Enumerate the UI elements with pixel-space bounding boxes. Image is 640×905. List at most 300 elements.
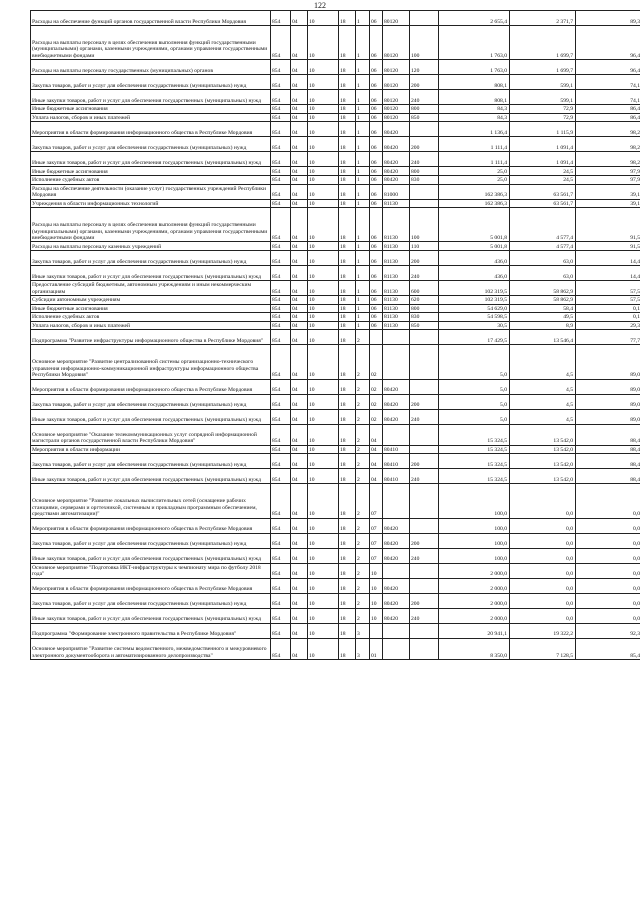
program-code: 18: [339, 199, 356, 208]
item-name: Расходы на выплаты персоналу в целях обеспечения выполнения функций государственными (муниципальными) органами, казенными учреждениями, органами управления государственными внебюджетными фондами: [31, 26, 271, 60]
program-code: 18: [339, 75, 356, 90]
section-code: 04: [291, 265, 308, 280]
expense-type-code: [410, 184, 439, 199]
planned-amount: 5 001,8: [439, 242, 510, 251]
subsection-code: 10: [308, 265, 339, 280]
planned-amount: 54 598,5: [439, 313, 510, 322]
item-name: Уплата налогов, сборов и иных платежей: [31, 321, 271, 330]
item-name: Мероприятия в области формирования информационного общества в Республике Мордовия: [31, 379, 271, 394]
subsection-code: 10: [308, 330, 339, 345]
direction-code: 80420: [383, 578, 410, 593]
event-code: 04: [370, 469, 383, 484]
item-name: Основное мероприятие "Развитие локальных вычислительных сетей (оснащение рабочих станциями, серверами и оргтехникой, системным и прикладным программным обеспечением, средствами автоматизации)": [31, 484, 271, 518]
subprogram-code: 2: [356, 394, 370, 409]
direction-code: 80410: [383, 445, 410, 454]
subsection-code: 10: [308, 175, 339, 184]
table-row: [31, 578, 640, 593]
planned-amount: 808,1: [439, 90, 510, 105]
ministry-code: 854: [271, 75, 291, 90]
ministry-code: 854: [271, 184, 291, 199]
subprogram-code: 1: [356, 321, 370, 330]
section-code: 04: [291, 638, 308, 659]
planned-amount: 84,3: [439, 105, 510, 114]
subprogram-code: 2: [356, 548, 370, 563]
executed-amount: 4 577,4: [510, 242, 576, 251]
subsection-code: 10: [308, 469, 339, 484]
table-row: [31, 295, 640, 304]
execution-percent: 91,5: [576, 208, 640, 242]
subprogram-code: 1: [356, 11, 370, 26]
event-code: 02: [370, 379, 383, 394]
expense-type-code: [410, 122, 439, 137]
executed-amount: 13 542,0: [510, 424, 576, 445]
subsection-code: 10: [308, 484, 339, 518]
direction-code: [383, 345, 410, 379]
item-name: Иные закупки товаров, работ и услуг для обеспечения государственных (муниципальных) нужд: [31, 548, 271, 563]
execution-percent: 92,3: [576, 623, 640, 638]
ministry-code: 854: [271, 321, 291, 330]
section-code: 04: [291, 250, 308, 265]
subsection-code: 10: [308, 379, 339, 394]
ministry-code: 854: [271, 608, 291, 623]
program-code: 18: [339, 394, 356, 409]
subsection-code: 10: [308, 563, 339, 578]
execution-percent: 88,4: [576, 454, 640, 469]
program-code: 18: [339, 250, 356, 265]
section-code: 04: [291, 379, 308, 394]
item-name: Расходы на обеспечение деятельности (оказание услуг) государственных учреждений Республики Мордовия: [31, 184, 271, 199]
executed-amount: 13 542,0: [510, 454, 576, 469]
execution-percent: 57,5: [576, 295, 640, 304]
item-name: Закупка товаров, работ и услуг для обеспечения государственных (муниципальных) нужд: [31, 454, 271, 469]
expense-type-code: 800: [410, 105, 439, 114]
expense-type-code: [410, 445, 439, 454]
executed-amount: 72,9: [510, 105, 576, 114]
direction-code: 80420: [383, 593, 410, 608]
section-code: 04: [291, 563, 308, 578]
subsection-code: 10: [308, 623, 339, 638]
subprogram-code: 2: [356, 379, 370, 394]
event-code: 06: [370, 60, 383, 75]
execution-percent: 57,5: [576, 280, 640, 295]
expense-type-code: [410, 11, 439, 26]
section-code: 04: [291, 548, 308, 563]
section-code: 04: [291, 60, 308, 75]
planned-amount: 15 324,5: [439, 469, 510, 484]
execution-percent: 74,1: [576, 90, 640, 105]
planned-amount: 2 000,0: [439, 578, 510, 593]
table-row: [31, 265, 640, 280]
ministry-code: 854: [271, 638, 291, 659]
execution-percent: 39,1: [576, 199, 640, 208]
ministry-code: 854: [271, 484, 291, 518]
executed-amount: 599,1: [510, 75, 576, 90]
direction-code: 81130: [383, 295, 410, 304]
item-name: Закупка товаров, работ и услуг для обеспечения государственных (муниципальных) нужд: [31, 75, 271, 90]
event-code: 06: [370, 304, 383, 313]
table-row: [31, 90, 640, 105]
section-code: 04: [291, 26, 308, 60]
section-code: 04: [291, 321, 308, 330]
subprogram-code: 1: [356, 199, 370, 208]
table-row: [31, 137, 640, 152]
execution-percent: 85,4: [576, 638, 640, 659]
ministry-code: 854: [271, 208, 291, 242]
execution-percent: 14,4: [576, 250, 640, 265]
execution-percent: 89,0: [576, 394, 640, 409]
planned-amount: 102 319,5: [439, 295, 510, 304]
execution-percent: 98,2: [576, 137, 640, 152]
section-code: 04: [291, 394, 308, 409]
subsection-code: 10: [308, 445, 339, 454]
execution-percent: 98,2: [576, 152, 640, 167]
subsection-code: 10: [308, 548, 339, 563]
ministry-code: 854: [271, 379, 291, 394]
subsection-code: 10: [308, 424, 339, 445]
execution-percent: 0,1: [576, 313, 640, 322]
executed-amount: 13 546,4: [510, 330, 576, 345]
section-code: 04: [291, 454, 308, 469]
executed-amount: 0,0: [510, 578, 576, 593]
event-code: 06: [370, 90, 383, 105]
table-row: [31, 11, 640, 26]
table-row: [31, 608, 640, 623]
subsection-code: 10: [308, 122, 339, 137]
ministry-code: 854: [271, 122, 291, 137]
expense-type-code: 200: [410, 454, 439, 469]
table-row: [31, 250, 640, 265]
direction-code: 80420: [383, 122, 410, 137]
expense-type-code: 200: [410, 533, 439, 548]
event-code: [370, 623, 383, 638]
expense-type-code: [410, 199, 439, 208]
item-name: Закупка товаров, работ и услуг для обеспечения государственных (муниципальных) нужд: [31, 137, 271, 152]
subprogram-code: 1: [356, 167, 370, 176]
table-row: [31, 167, 640, 176]
item-name: Субсидии автономным учреждениям: [31, 295, 271, 304]
expense-type-code: 120: [410, 60, 439, 75]
executed-amount: 4,5: [510, 345, 576, 379]
item-name: Иные бюджетные ассигнования: [31, 304, 271, 313]
subprogram-code: 3: [356, 638, 370, 659]
program-code: 18: [339, 533, 356, 548]
subprogram-code: 1: [356, 280, 370, 295]
program-code: 18: [339, 122, 356, 137]
expense-type-code: [410, 623, 439, 638]
expense-type-code: [410, 563, 439, 578]
execution-percent: 88,4: [576, 469, 640, 484]
subprogram-code: 1: [356, 304, 370, 313]
subsection-code: 10: [308, 113, 339, 122]
event-code: 06: [370, 313, 383, 322]
section-code: 04: [291, 122, 308, 137]
table-row: [31, 304, 640, 313]
budget-table-body: [31, 11, 640, 660]
execution-percent: 88,4: [576, 424, 640, 445]
section-code: 04: [291, 608, 308, 623]
direction-code: 80410: [383, 454, 410, 469]
expense-type-code: 830: [410, 175, 439, 184]
section-code: 04: [291, 593, 308, 608]
subsection-code: 10: [308, 533, 339, 548]
item-name: Подпрограмма "Развитие инфраструктуры информационного общества в Республике Мордовия": [31, 330, 271, 345]
subprogram-code: 1: [356, 26, 370, 60]
expense-type-code: 240: [410, 548, 439, 563]
ministry-code: 854: [271, 90, 291, 105]
section-code: 04: [291, 137, 308, 152]
executed-amount: 63,0: [510, 250, 576, 265]
table-row: [31, 26, 640, 60]
execution-percent: 0,0: [576, 533, 640, 548]
ministry-code: 854: [271, 137, 291, 152]
section-code: 04: [291, 330, 308, 345]
expense-type-code: 240: [410, 409, 439, 424]
table-row: [31, 593, 640, 608]
direction-code: 81130: [383, 208, 410, 242]
subprogram-code: 2: [356, 563, 370, 578]
direction-code: 81130: [383, 280, 410, 295]
expense-type-code: [410, 345, 439, 379]
budget-table: [30, 10, 640, 660]
direction-code: 81130: [383, 250, 410, 265]
direction-code: 80420: [383, 379, 410, 394]
subprogram-code: 1: [356, 60, 370, 75]
planned-amount: 436,0: [439, 250, 510, 265]
direction-code: 80420: [383, 175, 410, 184]
planned-amount: 15 324,5: [439, 454, 510, 469]
item-name: Предоставление субсидий бюджетным, автономным учреждениям и иным некоммерческим организациям: [31, 280, 271, 295]
executed-amount: 0,0: [510, 593, 576, 608]
expense-type-code: 850: [410, 321, 439, 330]
section-code: 04: [291, 409, 308, 424]
subprogram-code: 1: [356, 152, 370, 167]
section-code: 04: [291, 175, 308, 184]
direction-code: 81130: [383, 321, 410, 330]
planned-amount: 1 111,4: [439, 137, 510, 152]
ministry-code: 854: [271, 445, 291, 454]
event-code: 01: [370, 638, 383, 659]
section-code: 04: [291, 313, 308, 322]
section-code: 04: [291, 184, 308, 199]
execution-percent: 98,2: [576, 122, 640, 137]
item-name: Расходы на выплаты персоналу казенных учреждений: [31, 242, 271, 251]
event-code: 02: [370, 345, 383, 379]
subprogram-code: 2: [356, 469, 370, 484]
expense-type-code: 240: [410, 265, 439, 280]
ministry-code: 854: [271, 533, 291, 548]
ministry-code: 854: [271, 304, 291, 313]
expense-type-code: [410, 638, 439, 659]
ministry-code: 854: [271, 11, 291, 26]
event-code: 06: [370, 175, 383, 184]
item-name: Закупка товаров, работ и услуг для обеспечения государственных (муниципальных) нужд: [31, 533, 271, 548]
subsection-code: 10: [308, 593, 339, 608]
planned-amount: 100,0: [439, 533, 510, 548]
table-row: [31, 345, 640, 379]
direction-code: 80420: [383, 608, 410, 623]
executed-amount: 1 091,4: [510, 152, 576, 167]
ministry-code: 854: [271, 409, 291, 424]
item-name: Закупка товаров, работ и услуг для обеспечения государственных (муниципальных) нужд: [31, 394, 271, 409]
subsection-code: 10: [308, 280, 339, 295]
direction-code: 80420: [383, 167, 410, 176]
planned-amount: 162 386,3: [439, 199, 510, 208]
program-code: 18: [339, 469, 356, 484]
executed-amount: 599,1: [510, 90, 576, 105]
event-code: 06: [370, 113, 383, 122]
expense-type-code: [410, 484, 439, 518]
ministry-code: 854: [271, 152, 291, 167]
event-code: 07: [370, 533, 383, 548]
section-code: 04: [291, 445, 308, 454]
execution-percent: 0,0: [576, 518, 640, 533]
event-code: 10: [370, 593, 383, 608]
executed-amount: 63 561,7: [510, 199, 576, 208]
section-code: 04: [291, 424, 308, 445]
item-name: Закупка товаров, работ и услуг для обеспечения государственных (муниципальных) нужд: [31, 250, 271, 265]
section-code: 04: [291, 199, 308, 208]
planned-amount: 1 136,4: [439, 122, 510, 137]
executed-amount: 1 115,9: [510, 122, 576, 137]
subprogram-code: 1: [356, 242, 370, 251]
event-code: 07: [370, 518, 383, 533]
execution-percent: 0,0: [576, 563, 640, 578]
item-name: Расходы на обеспечение функций органов государственной власти Республики Мордовия: [31, 11, 271, 26]
item-name: Подпрограмма "Формирование электронного правительства в Республике Мордовия": [31, 623, 271, 638]
expense-type-code: [410, 424, 439, 445]
program-code: 18: [339, 484, 356, 518]
direction-code: [383, 638, 410, 659]
table-row: [31, 548, 640, 563]
execution-percent: 74,1: [576, 75, 640, 90]
subsection-code: 10: [308, 250, 339, 265]
executed-amount: 0,0: [510, 548, 576, 563]
execution-percent: 89,0: [576, 379, 640, 394]
section-code: 04: [291, 152, 308, 167]
page-number: 122: [314, 1, 326, 10]
planned-amount: 5,0: [439, 345, 510, 379]
program-code: 18: [339, 60, 356, 75]
event-code: 06: [370, 265, 383, 280]
event-code: 02: [370, 394, 383, 409]
section-code: 04: [291, 242, 308, 251]
execution-percent: 97,9: [576, 175, 640, 184]
subsection-code: 10: [308, 184, 339, 199]
program-code: 18: [339, 152, 356, 167]
planned-amount: 100,0: [439, 484, 510, 518]
planned-amount: 1 111,4: [439, 152, 510, 167]
expense-type-code: 240: [410, 608, 439, 623]
execution-percent: 91,5: [576, 242, 640, 251]
execution-percent: 89,3: [576, 11, 640, 26]
program-code: 18: [339, 184, 356, 199]
program-code: 18: [339, 330, 356, 345]
expense-type-code: 240: [410, 469, 439, 484]
direction-code: 80420: [383, 518, 410, 533]
item-name: Уплата налогов, сборов и иных платежей: [31, 113, 271, 122]
table-row: [31, 60, 640, 75]
item-name: Основное мероприятие "Подготовка ИКТ-инфраструктуры к чемпионату мира по футболу 2018 года": [31, 563, 271, 578]
planned-amount: 20 941,1: [439, 623, 510, 638]
event-code: 06: [370, 137, 383, 152]
subsection-code: 10: [308, 454, 339, 469]
table-row: [31, 518, 640, 533]
planned-amount: 102 319,5: [439, 280, 510, 295]
direction-code: 80120: [383, 105, 410, 114]
program-code: 18: [339, 623, 356, 638]
expense-type-code: 800: [410, 304, 439, 313]
execution-percent: 86,4: [576, 113, 640, 122]
direction-code: 80420: [383, 533, 410, 548]
executed-amount: 63 561,7: [510, 184, 576, 199]
direction-code: 80120: [383, 26, 410, 60]
table-row: [31, 454, 640, 469]
ministry-code: 854: [271, 113, 291, 122]
table-row: [31, 424, 640, 445]
expense-type-code: [410, 379, 439, 394]
planned-amount: 5,0: [439, 409, 510, 424]
subprogram-code: 2: [356, 533, 370, 548]
execution-percent: 0,0: [576, 608, 640, 623]
section-code: 04: [291, 533, 308, 548]
subprogram-code: 2: [356, 424, 370, 445]
section-code: 04: [291, 167, 308, 176]
item-name: Расходы на выплаты персоналу государственных (муниципальных) органов: [31, 60, 271, 75]
expense-type-code: 240: [410, 152, 439, 167]
ministry-code: 854: [271, 623, 291, 638]
ministry-code: 854: [271, 593, 291, 608]
program-code: 18: [339, 593, 356, 608]
event-code: 06: [370, 280, 383, 295]
section-code: 04: [291, 623, 308, 638]
section-code: 04: [291, 295, 308, 304]
event-code: 06: [370, 321, 383, 330]
subprogram-code: 3: [356, 623, 370, 638]
expense-type-code: 800: [410, 167, 439, 176]
executed-amount: 24,5: [510, 175, 576, 184]
expense-type-code: 100: [410, 26, 439, 60]
subprogram-code: 2: [356, 518, 370, 533]
subsection-code: 10: [308, 137, 339, 152]
subsection-code: 10: [308, 242, 339, 251]
program-code: 18: [339, 208, 356, 242]
expense-type-code: 200: [410, 250, 439, 265]
execution-percent: 97,9: [576, 167, 640, 176]
subprogram-code: 1: [356, 122, 370, 137]
planned-amount: 15 324,5: [439, 445, 510, 454]
event-code: 06: [370, 152, 383, 167]
program-code: 18: [339, 563, 356, 578]
item-name: Основное мероприятие "Развитие системы ведомственного, межведомственного и межуровневого электронного документооборота и автоматизированного делопроизводства": [31, 638, 271, 659]
item-name: Основное мероприятие "Оказание телекоммуникационных услуг сопрядной информационной магистрали органов государственной власти Республики Мордовия": [31, 424, 271, 445]
item-name: Основное мероприятие "Развитие централизованной системы организационно-технического управления информационно-коммуникационной инфраструктуры информационного общества Республики Мордовия": [31, 345, 271, 379]
section-code: 04: [291, 113, 308, 122]
event-code: 07: [370, 548, 383, 563]
direction-code: 80120: [383, 11, 410, 26]
subprogram-code: 2: [356, 593, 370, 608]
executed-amount: 0,0: [510, 563, 576, 578]
table-row: [31, 313, 640, 322]
program-code: 18: [339, 454, 356, 469]
event-code: 04: [370, 445, 383, 454]
program-code: 18: [339, 105, 356, 114]
direction-code: 81130: [383, 313, 410, 322]
event-code: [370, 330, 383, 345]
expense-type-code: 200: [410, 593, 439, 608]
execution-percent: 14,4: [576, 265, 640, 280]
table-row: [31, 152, 640, 167]
section-code: 04: [291, 578, 308, 593]
